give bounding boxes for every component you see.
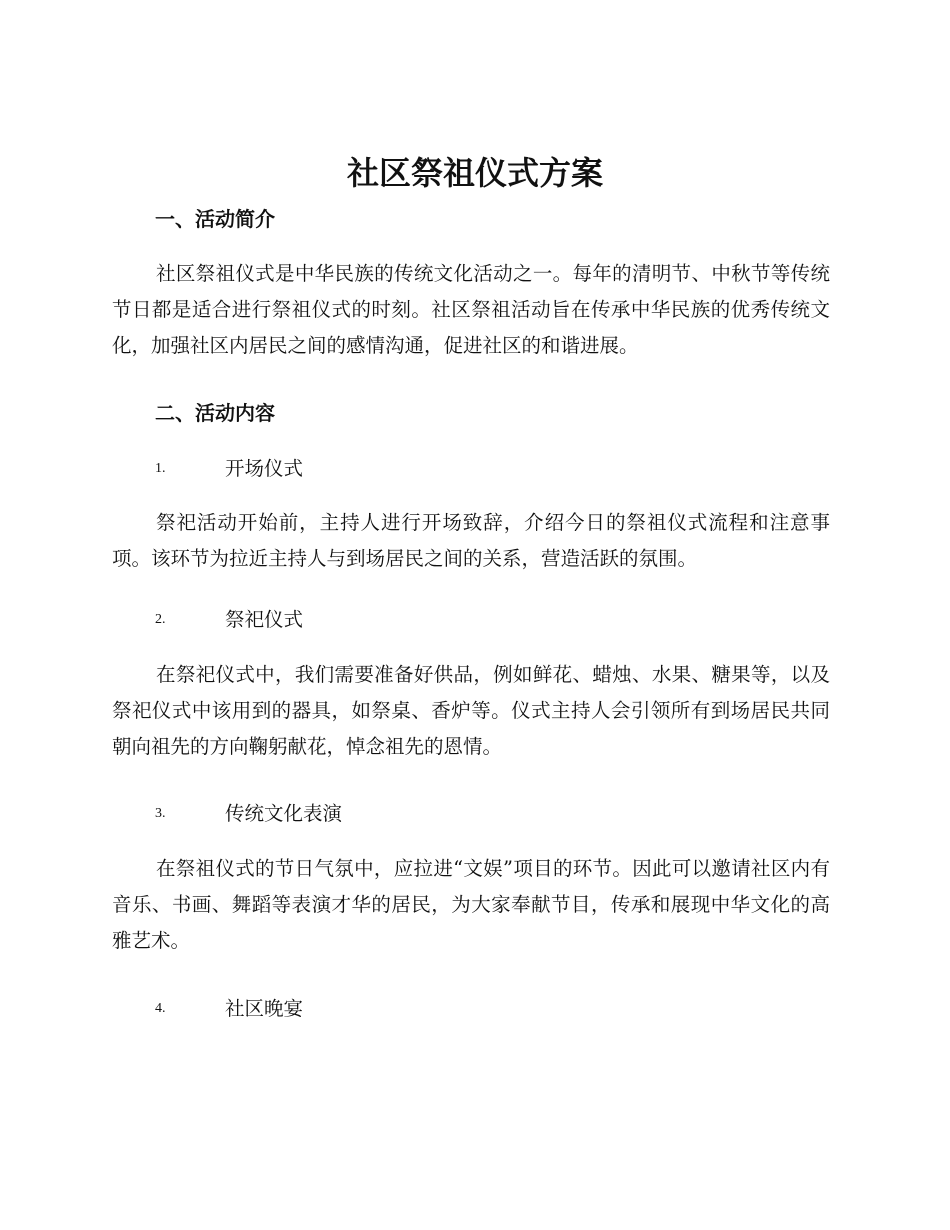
item-paragraph: 在祭祖仪式的节日气氛中，应拉进“文娱”项目的环节。因此可以邀请社区内有音乐、书画、舞蹈等表演才华的居民，为大家奉献节目，传承和展现中华文化的高雅艺术。	[112, 857, 830, 952]
document-title: 社区祭祖仪式方案	[346, 154, 603, 192]
list-item-number: 4.	[155, 1001, 166, 1016]
list-item-number: 2.	[155, 612, 166, 627]
intro-paragraph: 社区祭祖仪式是中华民族的传统文化活动之一。每年的清明节、中秋节等传统节日都是适合进行祭祖仪式的时刻。社区祭祖活动旨在传承中华民族的优秀传统文化，加强社区内居民之间的感情沟通，促进社区的和谐进展。	[112, 262, 830, 357]
section-heading-content: 二、活动内容	[155, 401, 275, 425]
list-item-label: 开场仪式	[225, 457, 304, 480]
list-item-label: 祭祀仪式	[225, 608, 304, 631]
list-item-label: 社区晚宴	[225, 997, 304, 1020]
item-paragraph: 在祭祀仪式中，我们需要准备好供品，例如鲜花、蜡烛、水果、糖果等，以及祭祀仪式中该用到的器具，如祭桌、香炉等。仪式主持人会引领所有到场居民共同朝向祖先的方向鞠躬献花，悼念祖先的恩情。	[112, 663, 830, 758]
item-paragraph: 祭祀活动开始前，主持人进行开场致辞，介绍今日的祭祖仪式流程和注意事项。该环节为拉近主持人与到场居民之间的关系，营造活跃的氛围。	[112, 511, 830, 570]
list-item-number: 3.	[155, 806, 166, 821]
list-item-number: 1.	[155, 461, 166, 476]
list-item-label: 传统文化表演	[225, 802, 343, 825]
section-heading-intro: 一、活动简介	[155, 207, 275, 231]
